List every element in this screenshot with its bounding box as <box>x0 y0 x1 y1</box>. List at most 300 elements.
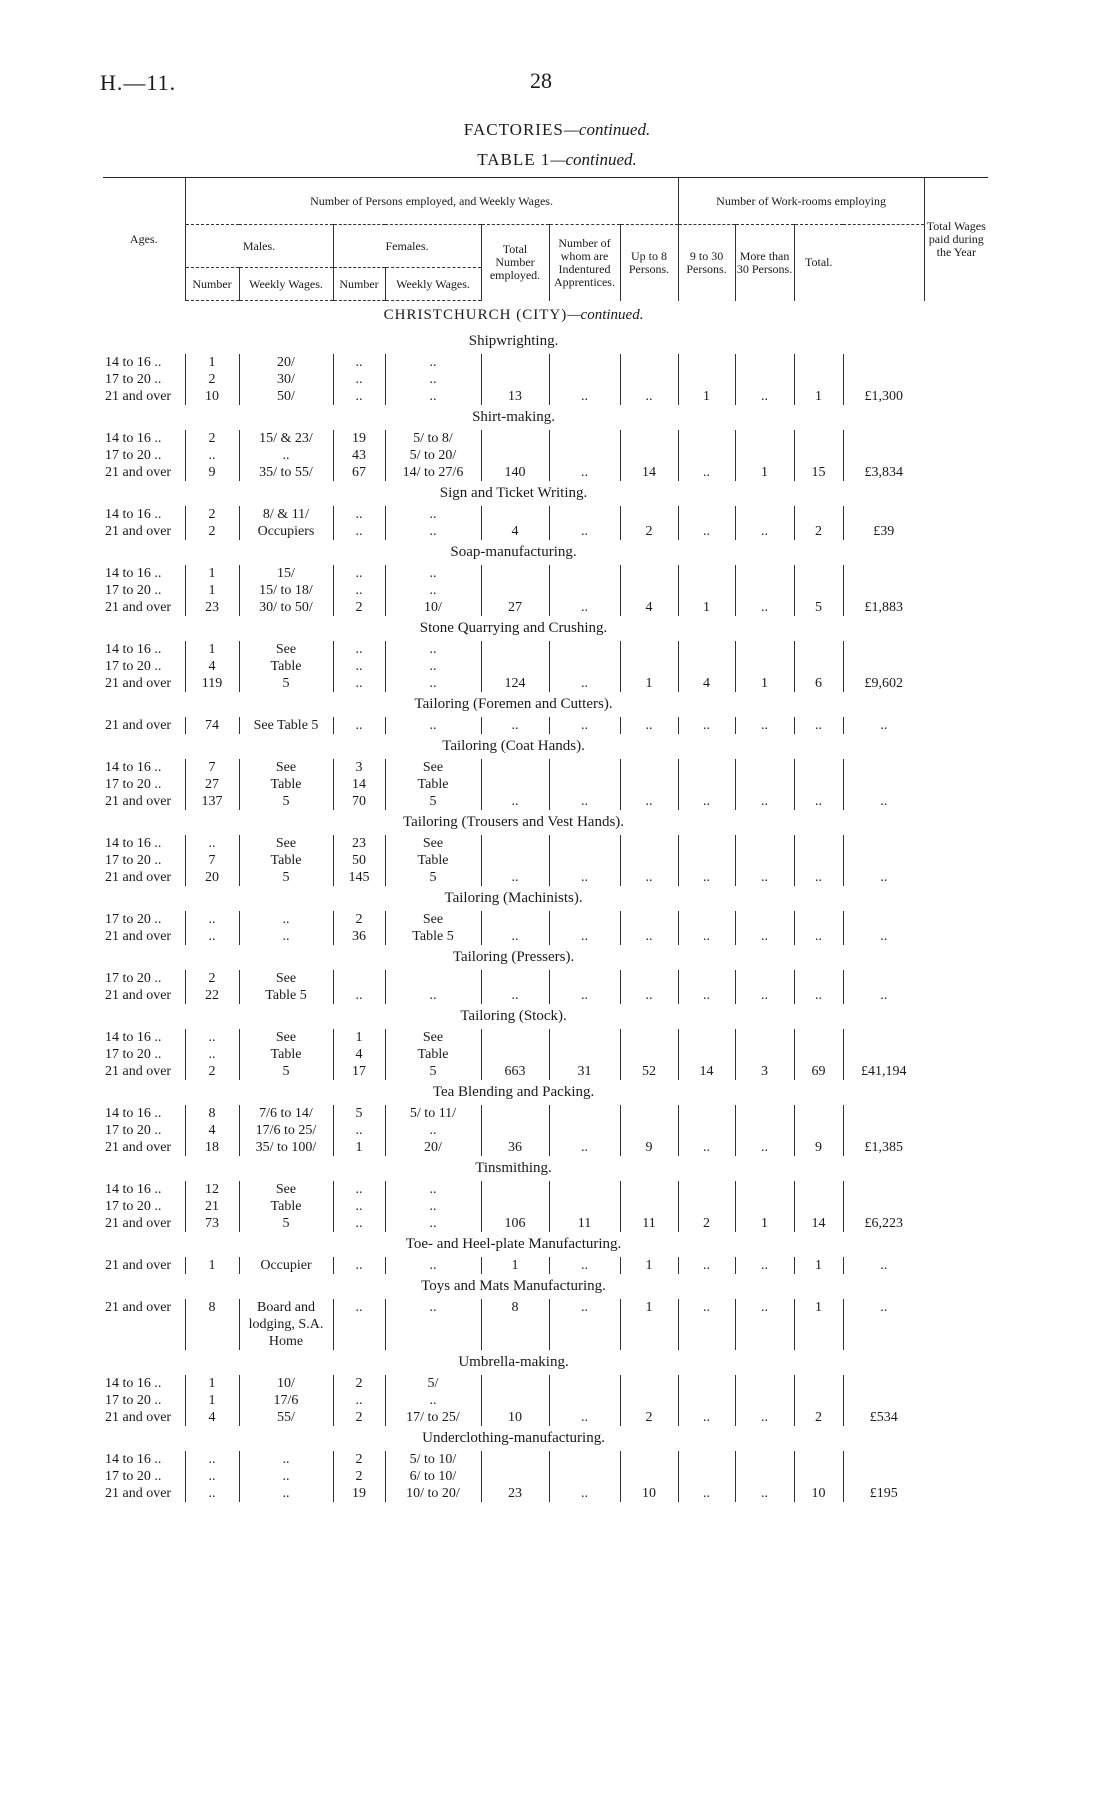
col-rooms-total: Total. <box>794 225 843 301</box>
male-weekly-wages <box>239 1181 333 1232</box>
female-number-line: .. <box>355 372 363 387</box>
male-weekly-wages <box>239 1299 333 1350</box>
female-number-line: .. <box>355 1199 363 1214</box>
age-group-line: 21 and over <box>105 676 172 691</box>
female-weekly-wages <box>385 1257 481 1274</box>
total-employed: .. <box>481 835 549 886</box>
indentured-apprentices: .. <box>549 970 620 1004</box>
male-weekly-wages <box>239 1375 333 1426</box>
male-number <box>185 1105 239 1156</box>
rooms-up-to-8: 11 <box>620 1181 678 1232</box>
female-number <box>333 835 385 886</box>
total-employed: .. <box>481 911 549 945</box>
rooms-total: 1 <box>794 1299 843 1350</box>
female-number <box>333 1375 385 1426</box>
rooms-total: 14 <box>794 1181 843 1232</box>
male-weekly-wages <box>239 1257 333 1274</box>
table-row <box>103 759 988 810</box>
female-number-line: .. <box>355 1300 363 1315</box>
female-weekly-wages-line: See <box>422 912 444 927</box>
age-group-line: 21 and over <box>105 870 172 885</box>
total-wages-year: .. <box>843 759 924 810</box>
male-number-line: 20 <box>205 870 219 885</box>
rooms-9-to-30: .. <box>678 1299 735 1350</box>
table-row <box>103 1257 988 1274</box>
male-number-line: .. <box>208 1047 216 1062</box>
female-number-line: .. <box>355 1258 363 1273</box>
female-number-line: .. <box>355 1393 363 1408</box>
male-number-line: 2 <box>208 524 216 539</box>
female-weekly-wages-line: .. <box>429 1199 437 1214</box>
male-weekly-wages <box>239 970 333 1004</box>
female-weekly-wages-line: .. <box>429 642 437 657</box>
female-number-line: 43 <box>352 448 366 463</box>
male-weekly-wages <box>239 835 333 886</box>
male-weekly-wages-line: 35/ to 100/ <box>255 1140 317 1155</box>
report-code: H.—11. <box>100 70 177 95</box>
age-group-line: 17 to 20 .. <box>105 1393 162 1408</box>
total-employed: .. <box>481 759 549 810</box>
col-group-males: Males. <box>185 225 333 268</box>
rooms-9-to-30: .. <box>678 1105 735 1156</box>
table-body <box>103 301 988 1503</box>
female-number <box>333 911 385 945</box>
age-group-line: 17 to 20 .. <box>105 1123 162 1138</box>
rooms-up-to-8: 1 <box>620 1299 678 1350</box>
male-weekly-wages-line: 15/ <box>277 566 295 581</box>
male-number-line: 1 <box>208 642 216 657</box>
female-number-line: .. <box>355 1216 363 1231</box>
total-wages-year: .. <box>843 970 924 1004</box>
female-weekly-wages <box>385 1299 481 1350</box>
male-weekly-wages-line: See <box>275 971 297 986</box>
female-number-line: 5 <box>355 1106 363 1121</box>
female-number <box>333 641 385 692</box>
female-weekly-wages <box>385 759 481 810</box>
age-group-line: 17 to 20 .. <box>105 659 162 674</box>
female-number-line: 17 <box>352 1064 366 1079</box>
female-number-line: 70 <box>352 794 366 809</box>
age-group-line: 21 and over <box>105 794 172 809</box>
male-weekly-wages <box>239 506 333 540</box>
age-group-line: 21 and over <box>105 1410 172 1425</box>
total-wages-year: .. <box>843 1299 924 1350</box>
female-weekly-wages-line: .. <box>429 1393 437 1408</box>
female-number <box>333 1105 385 1156</box>
male-number <box>185 1299 239 1350</box>
male-weekly-wages-line: .. <box>282 912 290 927</box>
female-weekly-wages-line: .. <box>429 1182 437 1197</box>
section-heading-row <box>103 886 988 911</box>
rooms-up-to-8: 1 <box>620 1257 678 1274</box>
male-weekly-wages <box>239 717 333 734</box>
female-weekly-wages-line: See <box>422 760 444 775</box>
table-row <box>103 1029 988 1080</box>
total-employed: 1 <box>481 1257 549 1274</box>
female-weekly-wages-line: 5 <box>429 870 437 885</box>
female-number-line: 50 <box>352 853 366 868</box>
female-weekly-wages-line: 5 <box>429 1064 437 1079</box>
female-number-line: 2 <box>355 1410 363 1425</box>
age-group-line: 21 and over <box>105 1064 172 1079</box>
male-weekly-wages-line: 5 <box>282 870 290 885</box>
male-weekly-wages-line: 17/6 to 25/ <box>255 1123 317 1138</box>
total-employed: .. <box>481 717 549 734</box>
rooms-total: .. <box>794 759 843 810</box>
female-number-line: 4 <box>355 1047 363 1062</box>
section-heading-row <box>103 1232 988 1257</box>
male-weekly-wages-line: Table <box>270 659 302 674</box>
male-number-line: 74 <box>205 718 219 733</box>
rooms-up-to-8: 52 <box>620 1029 678 1080</box>
female-weekly-wages-line: 5/ to 8/ <box>413 431 453 446</box>
male-number <box>185 565 239 616</box>
male-number-line: 1 <box>208 1393 216 1408</box>
section-heading-row <box>103 1426 988 1451</box>
age-group-line: 17 to 20 .. <box>105 583 162 598</box>
female-weekly-wages-line: .. <box>429 676 437 691</box>
female-number-line: 2 <box>355 600 363 615</box>
section-heading-row <box>103 1080 988 1105</box>
section-heading: Stone Quarrying and Crushing. <box>419 620 608 636</box>
female-number <box>333 970 385 1004</box>
rooms-up-to-8: 2 <box>620 1375 678 1426</box>
age-group <box>103 1299 185 1350</box>
age-group <box>103 354 185 405</box>
table-row <box>103 506 988 540</box>
male-number <box>185 1451 239 1502</box>
male-weekly-wages-line: 7/6 to 14/ <box>259 1106 313 1121</box>
female-weekly-wages <box>385 835 481 886</box>
male-weekly-wages-line: 35/ to 55/ <box>259 465 313 480</box>
male-weekly-wages-line: .. <box>282 448 290 463</box>
male-number-line: 2 <box>208 1064 216 1079</box>
female-weekly-wages <box>385 1375 481 1426</box>
male-number-line: .. <box>208 836 216 851</box>
male-number <box>185 911 239 945</box>
age-group-line: 14 to 16 .. <box>105 431 162 446</box>
male-weekly-wages-line: 50/ <box>277 389 295 404</box>
rooms-total: 1 <box>794 1257 843 1274</box>
male-number-line: 1 <box>208 566 216 581</box>
female-number-line: 1 <box>355 1140 363 1155</box>
section-heading-row <box>103 945 988 970</box>
male-number-line: 73 <box>205 1216 219 1231</box>
male-weekly-wages <box>239 641 333 692</box>
age-group <box>103 1257 185 1274</box>
age-group-line: 21 and over <box>105 929 172 944</box>
col-total-wages: Total Wages paid during the Year <box>924 178 988 301</box>
female-weekly-wages-line: 17/ to 25/ <box>406 1410 460 1425</box>
indentured-apprentices: .. <box>549 641 620 692</box>
age-group <box>103 565 185 616</box>
female-number-line: 2 <box>355 912 363 927</box>
col-ages: Ages. <box>103 178 185 301</box>
male-weekly-wages <box>239 1029 333 1080</box>
female-number-line: 2 <box>355 1376 363 1391</box>
male-weekly-wages-line: Table <box>270 777 302 792</box>
male-number-line: 27 <box>205 777 219 792</box>
female-number-line: 36 <box>352 929 366 944</box>
male-weekly-wages-line: Occupier <box>260 1258 312 1273</box>
male-number <box>185 1029 239 1080</box>
female-number-line: .. <box>355 524 363 539</box>
rooms-total: 2 <box>794 506 843 540</box>
section-heading-row <box>103 329 988 354</box>
rooms-9-to-30: .. <box>678 717 735 734</box>
male-number-line: 1 <box>208 1376 216 1391</box>
age-group-line: 21 and over <box>105 1258 172 1273</box>
age-group-line: 14 to 16 .. <box>105 355 162 370</box>
age-group <box>103 1181 185 1232</box>
male-weekly-wages-line: .. <box>282 929 290 944</box>
male-weekly-wages <box>239 354 333 405</box>
age-group <box>103 1375 185 1426</box>
male-number-line: 2 <box>208 971 216 986</box>
indentured-apprentices: .. <box>549 565 620 616</box>
age-group-line: 14 to 16 .. <box>105 1182 162 1197</box>
total-wages-year: £195 <box>843 1451 924 1502</box>
female-number-line: .. <box>355 1182 363 1197</box>
age-group <box>103 1451 185 1502</box>
age-group-line: 21 and over <box>105 600 172 615</box>
male-number-line: 22 <box>205 988 219 1003</box>
indentured-apprentices: .. <box>549 430 620 481</box>
female-weekly-wages-line: .. <box>429 355 437 370</box>
male-number-line: 12 <box>205 1182 219 1197</box>
rooms-more-than-30: .. <box>735 565 794 616</box>
male-weekly-wages <box>239 430 333 481</box>
male-weekly-wages-line: See <box>275 1030 297 1045</box>
table-row <box>103 1105 988 1156</box>
title-main-cont: —continued. <box>563 120 651 139</box>
total-wages-year: £3,834 <box>843 430 924 481</box>
section-heading: Tailoring (Stock). <box>460 1008 567 1024</box>
table-row <box>103 1299 988 1350</box>
female-number <box>333 506 385 540</box>
male-number-line: 1 <box>208 583 216 598</box>
rooms-total: 1 <box>794 354 843 405</box>
rooms-total: 5 <box>794 565 843 616</box>
male-weekly-wages-line: Table 5 <box>265 988 307 1003</box>
rooms-9-to-30: 4 <box>678 641 735 692</box>
total-wages-year: £1,300 <box>843 354 924 405</box>
total-employed: 36 <box>481 1105 549 1156</box>
female-number-line: .. <box>355 583 363 598</box>
female-number <box>333 1299 385 1350</box>
male-weekly-wages-line: Occupiers <box>257 524 315 539</box>
age-group-line: 21 and over <box>105 988 172 1003</box>
age-group-line: 14 to 16 .. <box>105 1030 162 1045</box>
female-number-line: 19 <box>352 1486 366 1501</box>
female-number <box>333 759 385 810</box>
table-row <box>103 835 988 886</box>
age-group-line: 17 to 20 .. <box>105 1469 162 1484</box>
male-number <box>185 1375 239 1426</box>
rooms-9-to-30: 1 <box>678 565 735 616</box>
indentured-apprentices: .. <box>549 835 620 886</box>
section-heading: Tailoring (Coat Hands). <box>442 738 585 754</box>
male-number <box>185 835 239 886</box>
factories-table <box>103 177 988 1502</box>
male-number-line: 21 <box>205 1199 219 1214</box>
rooms-more-than-30: .. <box>735 1105 794 1156</box>
female-weekly-wages-line: See <box>422 1030 444 1045</box>
female-weekly-wages <box>385 911 481 945</box>
section-heading-row <box>103 734 988 759</box>
city-name: CHRISTCHURCH (CITY) <box>383 306 568 323</box>
female-weekly-wages <box>385 970 481 1004</box>
female-weekly-wages <box>385 354 481 405</box>
female-weekly-wages-line: 14/ to 27/6 <box>402 465 464 480</box>
section-heading-row <box>103 1274 988 1299</box>
male-number-line: 4 <box>208 1410 216 1425</box>
age-group-line: 14 to 16 .. <box>105 507 162 522</box>
indentured-apprentices: .. <box>549 1375 620 1426</box>
male-weekly-wages-line: Table <box>270 1047 302 1062</box>
female-weekly-wages-line: .. <box>429 389 437 404</box>
rooms-more-than-30: 3 <box>735 1029 794 1080</box>
age-group-line: 21 and over <box>105 1216 172 1231</box>
male-weekly-wages <box>239 1105 333 1156</box>
male-number-line: .. <box>208 1452 216 1467</box>
female-weekly-wages <box>385 717 481 734</box>
female-weekly-wages-line: 5/ to 10/ <box>409 1452 457 1467</box>
table-header <box>103 178 988 301</box>
rooms-9-to-30: .. <box>678 1257 735 1274</box>
male-number-line: 8 <box>208 1300 216 1315</box>
male-weekly-wages <box>239 1451 333 1502</box>
female-weekly-wages-line: 5 <box>429 794 437 809</box>
female-weekly-wages-line: 10/ to 20/ <box>406 1486 460 1501</box>
page-number: 28 <box>530 68 552 93</box>
section-heading-row <box>103 1156 988 1181</box>
female-weekly-wages-line: .. <box>429 988 437 1003</box>
total-employed: 23 <box>481 1451 549 1502</box>
male-weekly-wages-line: 17/6 <box>273 1393 299 1408</box>
female-weekly-wages <box>385 1451 481 1502</box>
section-heading: Toe- and Heel-plate Manufacturing. <box>405 1236 622 1252</box>
table-row <box>103 1451 988 1502</box>
title-table: TABLE 1 <box>477 150 551 169</box>
section-heading-row <box>103 616 988 641</box>
table-row <box>103 354 988 405</box>
rooms-total: .. <box>794 970 843 1004</box>
female-weekly-wages <box>385 641 481 692</box>
rooms-up-to-8: 4 <box>620 565 678 616</box>
female-weekly-wages-line: .. <box>429 507 437 522</box>
total-employed: 4 <box>481 506 549 540</box>
rooms-up-to-8: 2 <box>620 506 678 540</box>
male-number-line: 1 <box>208 1258 216 1273</box>
total-employed: 8 <box>481 1299 549 1350</box>
male-weekly-wages-line: 5 <box>282 1216 290 1231</box>
table-row <box>103 565 988 616</box>
total-employed: 663 <box>481 1029 549 1080</box>
female-weekly-wages-line: 20/ <box>424 1140 442 1155</box>
total-wages-year: £1,883 <box>843 565 924 616</box>
col-male-number: Number <box>185 268 239 301</box>
rooms-up-to-8: .. <box>620 759 678 810</box>
male-weekly-wages-line: 30/ <box>277 372 295 387</box>
age-group <box>103 911 185 945</box>
age-group <box>103 759 185 810</box>
female-weekly-wages-line: 6/ to 10/ <box>409 1469 457 1484</box>
female-number-line <box>336 970 383 987</box>
age-group-line: 14 to 16 .. <box>105 760 162 775</box>
rooms-total: 15 <box>794 430 843 481</box>
table-row <box>103 430 988 481</box>
col-more-than-30: More than 30 Persons. <box>735 225 794 301</box>
male-number <box>185 970 239 1004</box>
female-number-line: .. <box>355 659 363 674</box>
female-weekly-wages-line: Table <box>417 777 449 792</box>
female-number <box>333 565 385 616</box>
rooms-total: .. <box>794 835 843 886</box>
female-weekly-wages-line: .. <box>429 718 437 733</box>
rooms-more-than-30: .. <box>735 1299 794 1350</box>
section-heading-row <box>103 1004 988 1029</box>
male-number-line: 2 <box>208 507 216 522</box>
female-number-line: .. <box>355 389 363 404</box>
age-group <box>103 430 185 481</box>
female-number-line: 3 <box>355 760 363 775</box>
section-heading: Tailoring (Trousers and Vest Hands). <box>403 814 625 830</box>
male-weekly-wages-line: See <box>275 760 297 775</box>
female-number-line: .. <box>355 1123 363 1138</box>
female-weekly-wages-line: .. <box>429 372 437 387</box>
age-group-line: 14 to 16 .. <box>105 566 162 581</box>
col-female-wages: Weekly Wages. <box>385 268 481 301</box>
male-weekly-wages-line: See <box>275 1182 297 1197</box>
rooms-total: 9 <box>794 1105 843 1156</box>
male-number-line: .. <box>208 1030 216 1045</box>
total-wages-year: .. <box>843 911 924 945</box>
age-group <box>103 641 185 692</box>
section-heading: Tailoring (Machinists). <box>444 890 583 906</box>
age-group <box>103 717 185 734</box>
male-weekly-wages-line: 5 <box>282 676 290 691</box>
male-number-line: 4 <box>208 659 216 674</box>
total-employed: 106 <box>481 1181 549 1232</box>
female-weekly-wages-line: Table 5 <box>412 929 454 944</box>
rooms-9-to-30: .. <box>678 759 735 810</box>
rooms-total: .. <box>794 717 843 734</box>
male-number-line: .. <box>208 1486 216 1501</box>
indentured-apprentices: 31 <box>549 1029 620 1080</box>
male-number-line: 119 <box>201 676 223 691</box>
male-weekly-wages-line: See <box>275 642 297 657</box>
female-weekly-wages <box>385 565 481 616</box>
female-number-line: 1 <box>355 1030 363 1045</box>
male-weekly-wages-line: 55/ <box>277 1410 295 1425</box>
female-weekly-wages <box>385 1029 481 1080</box>
female-weekly-wages <box>385 1105 481 1156</box>
male-weekly-wages-line: 20/ <box>277 355 295 370</box>
rooms-total: 10 <box>794 1451 843 1502</box>
female-weekly-wages-line: 5/ to 20/ <box>409 448 457 463</box>
male-number <box>185 506 239 540</box>
rooms-total: 6 <box>794 641 843 692</box>
rooms-9-to-30: .. <box>678 911 735 945</box>
male-number-line: 9 <box>208 465 216 480</box>
rooms-9-to-30: 1 <box>678 354 735 405</box>
section-heading: Tea Blending and Packing. <box>432 1084 595 1100</box>
female-number-line: 19 <box>352 431 366 446</box>
table-row <box>103 970 988 1004</box>
title-main: FACTORIES <box>463 120 564 139</box>
rooms-9-to-30: .. <box>678 970 735 1004</box>
